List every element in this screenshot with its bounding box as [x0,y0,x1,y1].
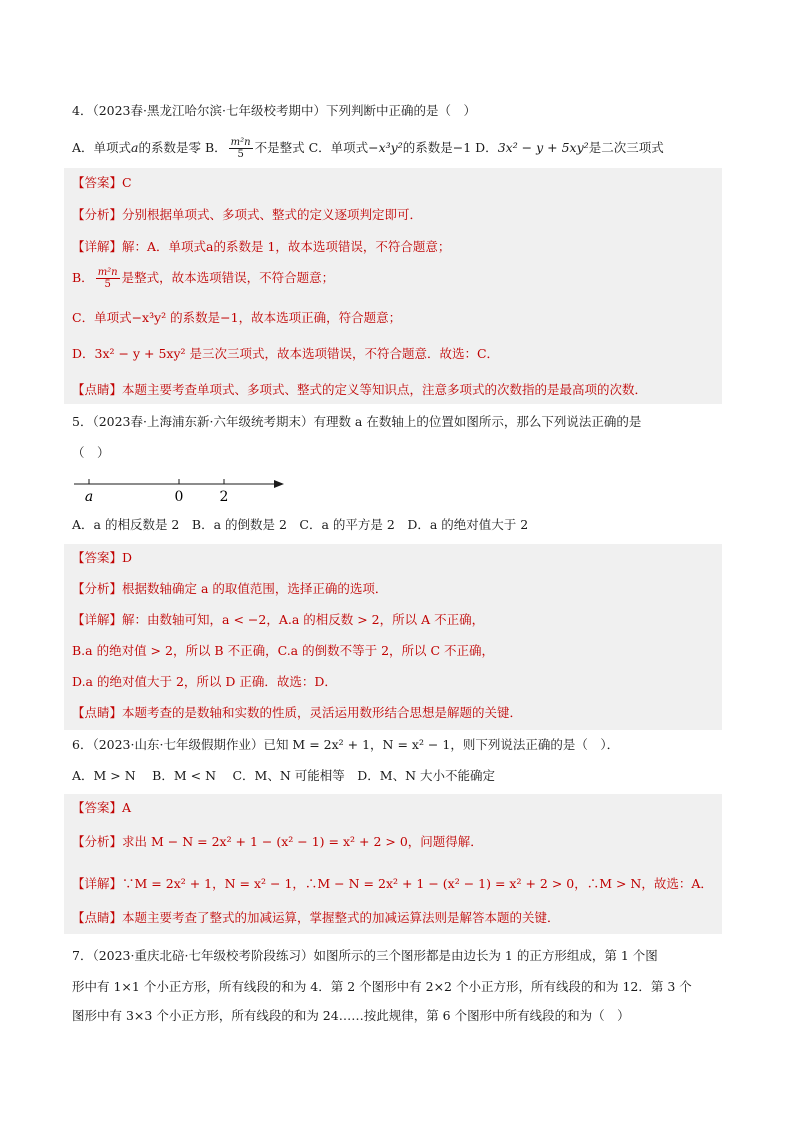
q4-detail-line-4: D．3x² − y + 5xy² 是三次三项式，故本选项错误，不符合题意．故选：C． [72,346,500,361]
point-text: 本题考查的是数轴和实数的性质，灵活运用数形结合思想是解题的关键． [122,705,523,720]
point-label: 【点睛】 [72,910,123,925]
detail-label: 【详解】 [72,239,123,254]
detail-b-numerator: m²n [97,267,118,278]
q4-option-b-fraction [229,137,253,160]
q4-option-a-post: 的系数是零 B． [138,140,227,155]
q5-answer-block [64,544,722,730]
q4-option-b-numerator: m²n [230,137,251,148]
axis-label-a: a [84,489,94,505]
axis-label-2: 2 [219,489,229,505]
number-line-arrow-icon [274,480,284,488]
number-line [72,470,292,506]
q4-detail-line-3: C．单项式−x³y² 的系数是−1，故本选项正确，符合题意； [72,310,402,325]
point-text: 本题主要考查单项式、多项式、整式的定义等知识点，注意多项式的次数指的是最高项的次数． [122,382,648,397]
q4-option-d-post: 是二次三项式 [588,140,664,155]
q6-detail [72,874,713,894]
q4-answer-block [64,168,722,404]
q5-stem-line-2: （ ） [72,445,110,460]
detail-label: 【详解】 [72,876,123,891]
q5-options: A．a 的相反数是 2 B．a 的倒数是 2 C．a 的平方是 2 D．a 的绝对值大于 2 [72,517,529,532]
q4-option-b-denominator: 5 [237,149,244,160]
analysis-text: 根据数轴确定 a 的取值范围，选择正确的选项． [122,581,388,596]
q6-analysis [72,832,483,852]
q7-stem-line-2: 形中有 1×1 个小正方形，所有线段的和为 4．第 2 个图形中有 2×2 个小正方形，所有线段的和为 12．第 3 个 [72,979,692,994]
answer-label: 【答案】 [72,175,123,190]
q4-option-c-expr: −x³y² [368,140,403,155]
q4-options [72,137,721,160]
detail-text: 是整式，故本选项错误，不符合题意； [121,270,335,285]
detail-label: 【详解】 [72,612,123,627]
answer-label: 【答案】 [72,550,123,565]
analysis-label: 【分析】 [72,834,123,849]
q5-point [72,703,522,723]
q4-option-a-prefix: A．单项式 [72,140,132,155]
axis-label-0: 0 [174,489,184,505]
point-label: 【点睛】 [72,705,123,720]
q4-answer [72,173,132,193]
q7-stem-line-1: 7．（2023·重庆北碚·七年级校考阶段练习）如图所示的三个图形都是由边长为 1 的正方形组成，第 1 个图 [72,948,658,963]
q6-stem: 6．（2023·山东·七年级假期作业）已知 M = 2x² + 1，N = x² − 1，则下列说法正确的是（ ）． [72,737,620,752]
detail-b-denominator: 5 [104,279,111,290]
q4-option-d-expr: 3x² − y + 5xy² [497,140,589,155]
q6-point [72,908,560,928]
q4-stem: 4．（2023春·黑龙江哈尔滨·七年级校考期中）下列判断中正确的是（ ） [72,103,476,118]
q7-stem-line-3: 图形中有 3×3 个小正方形，所有线段的和为 24……按此规律，第 6 个图形中所有线段的和为（ ） [72,1008,630,1023]
q4-analysis [72,205,422,225]
answer-label: 【答案】 [72,800,123,815]
q4-option-b-post: 不是整式 C．单项式 [254,140,369,155]
q6-answer-block [64,794,722,934]
q6-answer [72,798,131,818]
detail-b-prefix: B． [72,270,94,285]
analysis-label: 【分析】 [72,581,123,596]
q4-option-a-var: a [131,140,139,155]
q6-options: A．M > N B．M < N C．M、N 可能相等 D．M、N 大小不能确定 [72,768,495,783]
point-text: 本题主要考查了整式的加减运算，掌握整式的加减运算法则是解答本题的关键． [122,910,560,925]
q4-option-c-post: 的系数是−1 D． [402,140,498,155]
analysis-label: 【分析】 [72,207,123,222]
answer-value: C [122,175,132,190]
q5-detail-line-2: B.a 的绝对值 > 2，所以 B 不正确，C.a 的倒数不等于 2，所以 C 不正确， [72,643,495,658]
q5-analysis [72,579,387,599]
detail-text: 解：A．单项式a的系数是 1，故本选项错误，不符合题意； [122,239,451,254]
analysis-text: 求出 M − N = 2x² + 1 − (x² − 1) = x² + 2 > 0，问题得解． [122,834,483,849]
q4-point [72,380,647,400]
answer-value: D [122,550,133,565]
analysis-text: 分别根据单项式、多项式、整式的定义逐项判定即可． [122,207,423,222]
detail-b-fraction [96,267,120,290]
q4-detail-line-1 [72,237,450,257]
q5-stem-line-1: 5．（2023春·上海浦东新·六年级统考期末）有理数 a 在数轴上的位置如图所示，那么下列说法正确的是 [72,414,642,429]
detail-text: ∵M = 2x² + 1，N = x² − 1，∴M − N = 2x² + 1 − (x² − 1) = x² + 2 > 0，∴M > N，故选：A． [122,876,713,891]
q5-detail-line-3: D.a 的绝对值大于 2，所以 D 正确．故选：D． [72,674,337,689]
q5-detail-line-1 [72,610,484,630]
q4-detail-line-2 [72,267,334,290]
point-label: 【点睛】 [72,382,123,397]
detail-text: 解：由数轴可知，a < −2，A.a 的相反数 > 2，所以 A 不正确， [122,612,485,627]
answer-value: A [122,800,132,815]
q5-answer [72,548,132,568]
